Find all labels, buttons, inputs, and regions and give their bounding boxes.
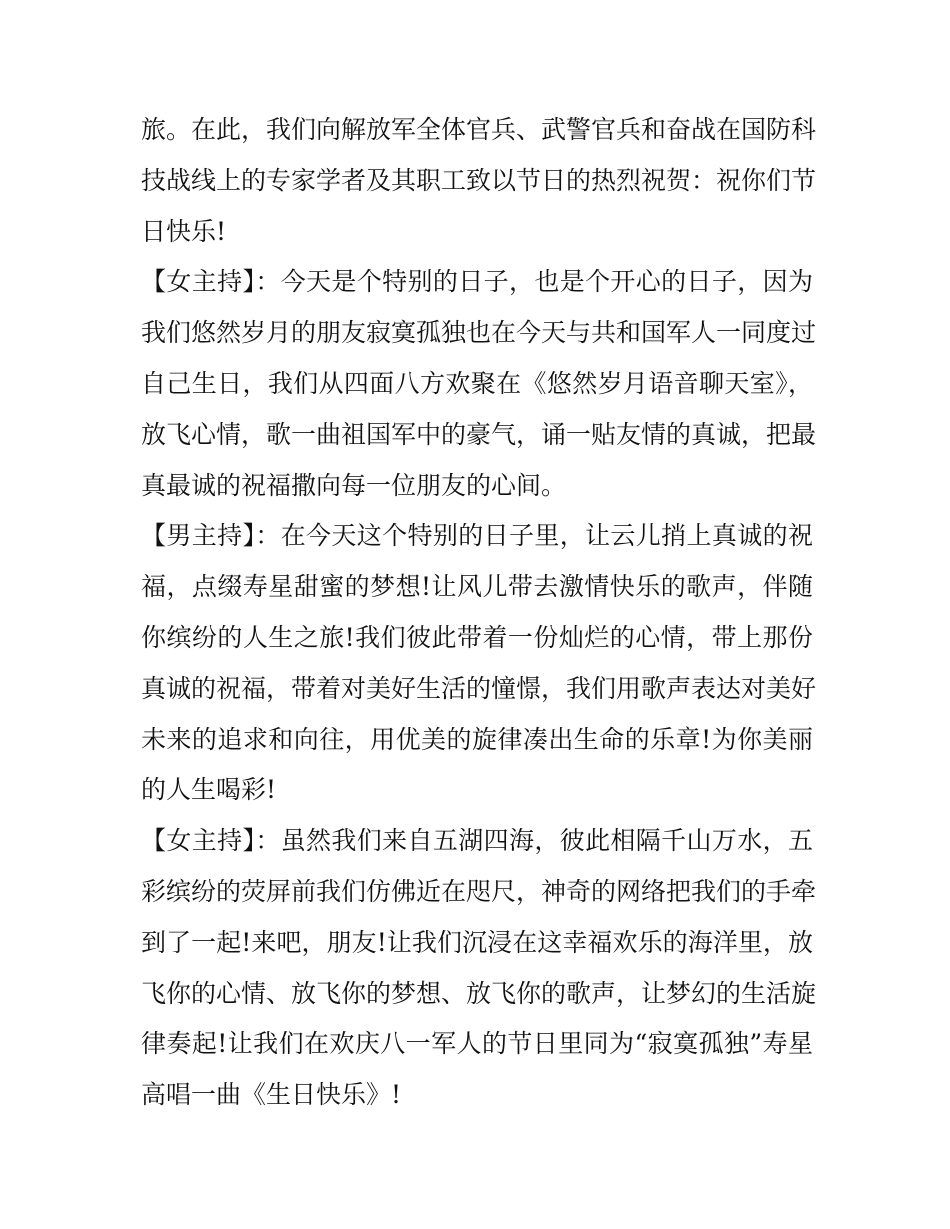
text-line: 【男主持】：在今天这个特别的日子里，让云儿捎上真诚的祝 [141,521,813,551]
text-line: 我们悠然岁月的朋友寂寞孤独也在今天与共和国军人一同度过 [141,318,817,348]
text-line: 律奏起!让我们在欢庆八一军人的节日里同为“寂寞孤独”寿星 [141,1029,813,1059]
text-line: 你缤纷的人生之旅!我们彼此带着一份灿烂的心情，带上那份 [141,622,813,652]
text-line: 高唱一曲《生日快乐》! [141,1080,402,1110]
text-line: 真最诚的祝福撒向每一位朋友的心间。 [141,470,567,500]
text-line: 放飞心情，歌一曲祖国军中的豪气，诵一贴友情的真诚，把最 [141,419,817,449]
text-line: 的人生喝彩! [141,775,277,805]
text-line: 福，点缀寿星甜蜜的梦想!让风儿带去激情快乐的歌声，伴随 [141,572,813,602]
text-line: 日快乐! [141,216,227,246]
text-line: 【女主持】：虽然我们来自五湖四海，彼此相隔千山万水，五 [141,826,813,856]
text-line: 旅。在此，我们向解放军全体官兵、武警官兵和奋战在国防科 [141,115,817,144]
text-line: 到了一起!来吧，朋友!让我们沉浸在这幸福欢乐的海洋里，放 [141,927,813,957]
text-line: 技战线上的专家学者及其职工致以节日的热烈祝贺：祝你们节 [141,165,817,195]
text-line: 【女主持】：今天是个特别的日子，也是个开心的日子，因为 [141,267,813,297]
text-line: 自己生日，我们从四面八方欢聚在《悠然岁月语音聊天室》， [141,368,813,398]
text-line: 真诚的祝福，带着对美好生活的憧憬，我们用歌声表达对美好 [141,673,817,703]
text-line: 飞你的心情、放飞你的梦想、放飞你的歌声，让梦幻的生活旋 [141,978,817,1008]
text-line: 彩缤纷的荧屏前我们仿佛近在咫尺，神奇的网络把我们的手牵 [141,876,817,906]
document-body [141,105,817,1121]
text-line: 未来的追求和向往，用优美的旋律凑出生命的乐章!为你美丽 [141,724,813,754]
